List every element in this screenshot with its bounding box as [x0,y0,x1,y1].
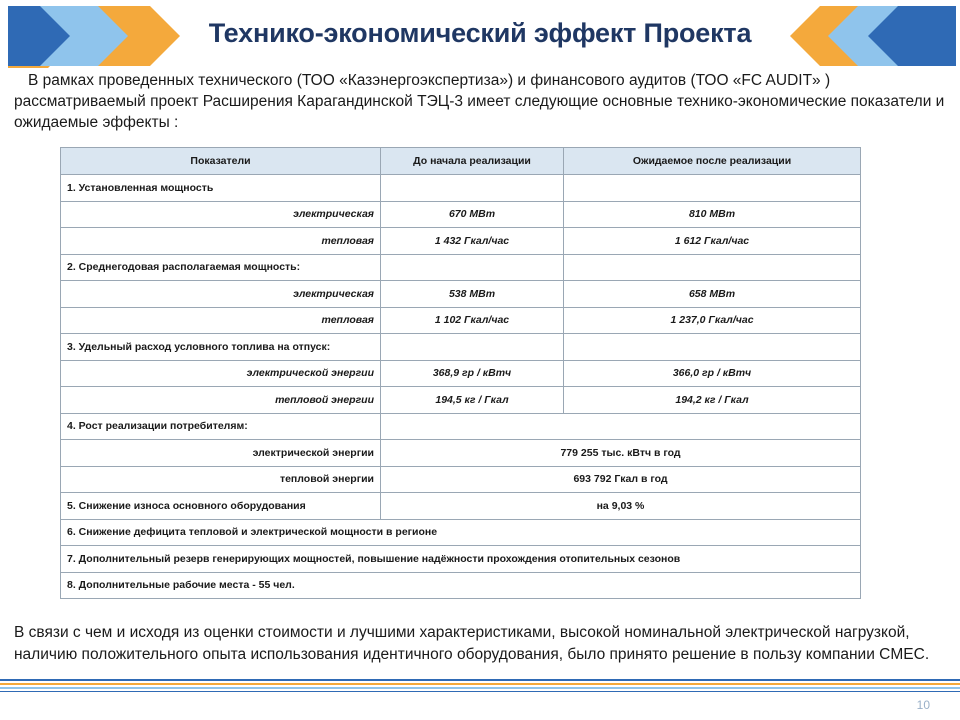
page-number: 10 [916,698,930,712]
row-label: тепловой энергии [61,387,381,414]
table-row [61,201,861,228]
value-before: 194,5 кг / Гкал [381,387,564,414]
table-row [61,493,861,520]
section-title: 6. Снижение дефицита тепловой и электрической мощности в регионе [61,519,861,546]
footer-stripes [0,679,960,693]
conclusion-paragraph: В связи с чем и исходя из оценки стоимости и лучшими характеристиками, высокой номинальной электрической нагрузкой, наличию положительного опыта использования идентичного оборудования, было принято решение в пользу компании CMEC. [14,624,930,663]
value-after: 366,0 гр / кВтч [564,360,861,387]
table-row [61,572,861,599]
section-title: 2. Среднегодовая располагаемая мощность: [61,254,381,281]
table-row [61,254,861,281]
table-row [61,281,861,308]
intro-text: В рамках проведенных технического (ТОО «Казэнергоэкспертиза») и финансового аудитов (ТОО «FC AUDIT» ) рассматриваемый проект Расширения Карагандинской ТЭЦ-3 имеет следующие основные технико-экономические показатели и ожидаемые эффекты : [14,72,945,131]
value-after: 1 612 Гкал/час [564,228,861,255]
header-before: До начала реализации [381,148,564,175]
table-row [61,334,861,361]
section-title: 8. Дополнительные рабочие места - 55 чел. [61,572,861,599]
header-indicators: Показатели [61,148,381,175]
right-arrow-decoration [780,0,960,68]
table-row [61,413,861,440]
table-row [61,466,861,493]
section-title: 3. Удельный расход условного топлива на отпуск: [61,334,381,361]
row-label: электрическая [61,201,381,228]
section-title: 7. Дополнительный резерв генерирующих мощностей, повышение надёжности прохождения отопительных сезонов [61,546,861,573]
value-after: 1 237,0 Гкал/час [564,307,861,334]
value-after: 810 МВт [564,201,861,228]
value-merged: 779 255 тыс. кВтч в год [381,440,861,467]
section-title: 1. Установленная мощность [61,175,381,202]
table-row [61,519,861,546]
value-merged: на 9,03 % [381,493,861,520]
section-title: 4. Рост реализации потребителям: [61,413,381,440]
row-label: электрическая [61,281,381,308]
table-row [61,228,861,255]
row-label: тепловая [61,228,381,255]
value-before: 368,9 гр / кВтч [381,360,564,387]
row-label: тепловая [61,307,381,334]
page-title: Технико-экономический эффект Проекта [208,18,752,48]
value-before: 670 МВт [381,201,564,228]
row-label: тепловой энергии [61,466,381,493]
value-after: 658 МВт [564,281,861,308]
table-row [61,387,861,414]
value-before: 538 МВт [381,281,564,308]
value-merged: 693 792 Гкал в год [381,466,861,493]
value-before: 1 432 Гкал/час [381,228,564,255]
section-title: 5. Снижение износа основного оборудования [61,493,381,520]
row-label: электрической энергии [61,440,381,467]
table-row [61,546,861,573]
table-row [61,307,861,334]
row-label: электрической энергии [61,360,381,387]
value-before: 1 102 Гкал/час [381,307,564,334]
table-header-row [61,148,861,175]
table-row [61,175,861,202]
table-row [61,440,861,467]
intro-paragraph [14,70,946,133]
table-row [61,360,861,387]
header-after: Ожидаемое после реализации [564,148,861,175]
value-after: 194,2 кг / Гкал [564,387,861,414]
indicators-table [60,147,861,599]
